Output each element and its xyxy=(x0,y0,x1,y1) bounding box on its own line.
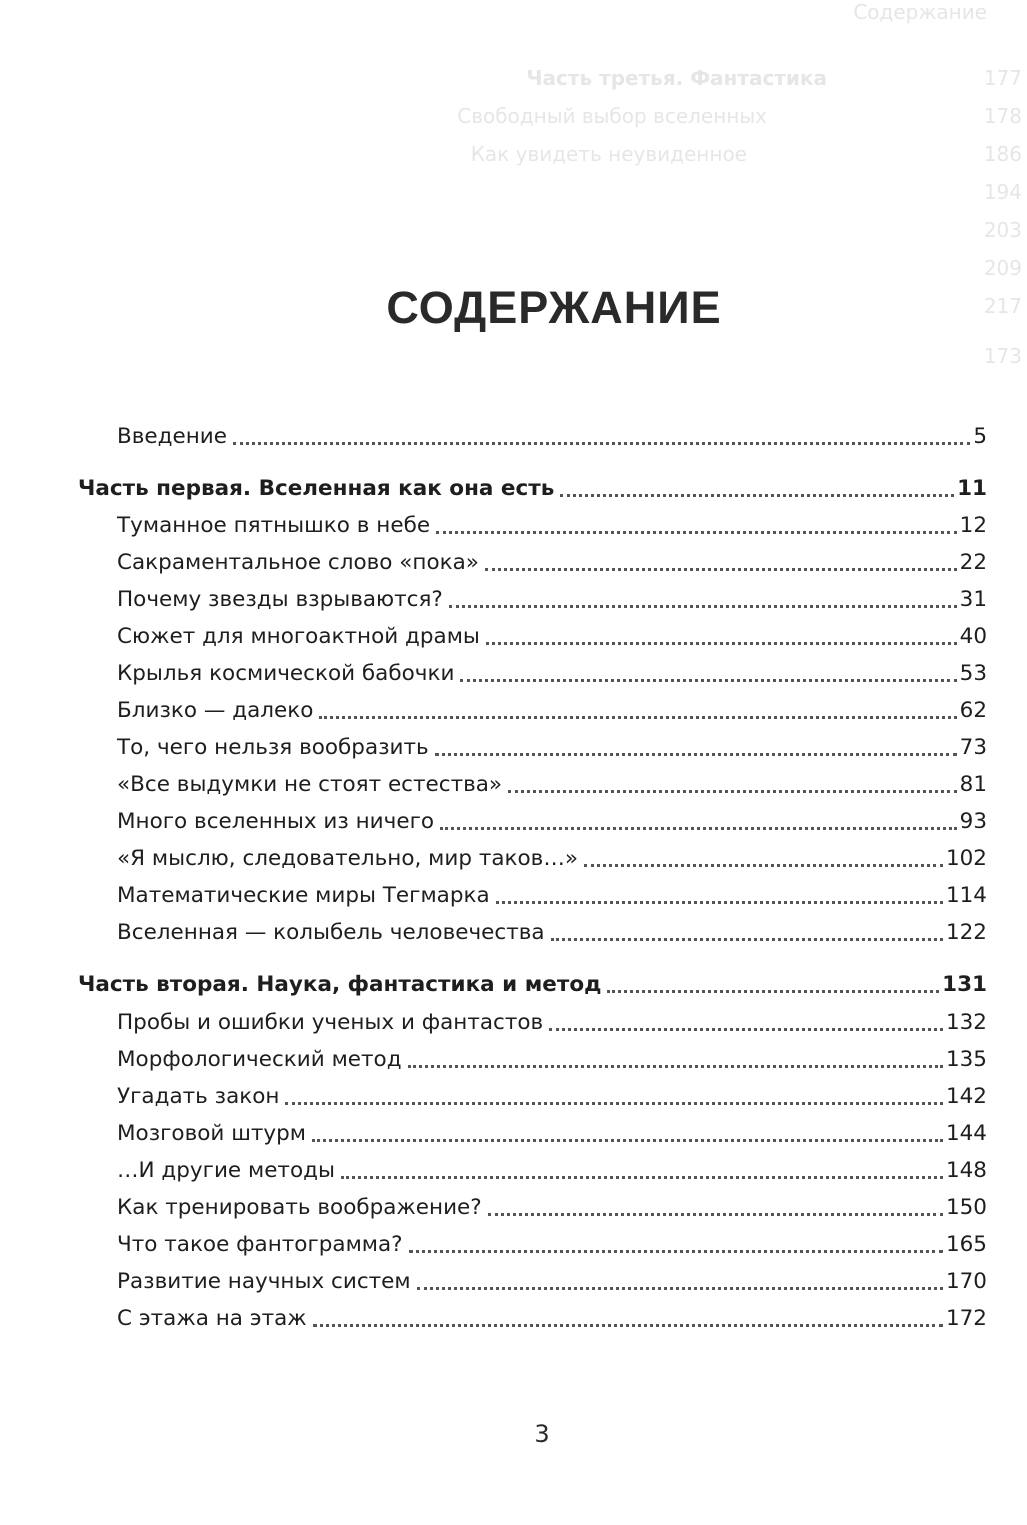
toc-entry[interactable] xyxy=(117,546,987,580)
toc-entry-title: Сюжет для многоактной драмы xyxy=(117,624,480,649)
toc-entry-page: 93 xyxy=(959,809,987,834)
dot-leader xyxy=(551,938,943,941)
toc-entry-page: 165 xyxy=(945,1232,987,1257)
toc-entry-title: Мозговой штурм xyxy=(117,1121,307,1146)
toc-part-page: 131 xyxy=(942,972,987,997)
toc-entry-page: 132 xyxy=(945,1010,987,1035)
toc-entry[interactable] xyxy=(117,620,987,654)
toc-entry-title: Крылья космической бабочки xyxy=(117,661,455,686)
toc-part-heading[interactable] xyxy=(78,472,987,506)
toc-entry[interactable] xyxy=(117,1265,987,1299)
bleed-through-number: 178 xyxy=(983,104,1022,128)
dot-leader xyxy=(584,864,943,867)
toc-entry-page: 142 xyxy=(945,1084,987,1109)
toc-entry-title: Как тренировать воображение? xyxy=(117,1195,482,1220)
toc-entry-page: 148 xyxy=(945,1158,987,1183)
dot-leader xyxy=(233,442,970,445)
toc-entry-title: «Все выдумки не стоят естества» xyxy=(117,772,503,797)
dot-leader xyxy=(485,568,957,571)
toc-entry-introduction[interactable] xyxy=(117,420,987,454)
toc-entry-page: 102 xyxy=(945,846,987,871)
toc-entry[interactable] xyxy=(117,842,987,876)
toc-entry-page: 73 xyxy=(959,735,987,760)
toc-entry-title: Введение xyxy=(117,424,227,449)
dot-leader xyxy=(436,531,957,534)
toc-part-title: Часть вторая. Наука, фантастика и метод xyxy=(78,972,602,997)
toc-entry-page: 172 xyxy=(945,1306,987,1331)
toc-entry-title: Вселенная — колыбель человечества xyxy=(117,920,545,945)
toc-entry-page: 40 xyxy=(959,624,987,649)
toc-entry-page: 144 xyxy=(945,1121,987,1146)
toc-entry[interactable] xyxy=(117,879,987,913)
toc-entry[interactable] xyxy=(117,1006,987,1040)
dot-leader xyxy=(607,990,939,993)
toc-entry-page: 12 xyxy=(959,513,987,538)
dot-leader xyxy=(449,605,957,608)
toc-entry[interactable] xyxy=(117,805,987,839)
toc-entry-title: Морфологический метод xyxy=(117,1047,402,1072)
toc-entry-page: 22 xyxy=(959,550,987,575)
dot-leader xyxy=(560,494,954,497)
bleed-through-header: Содержание xyxy=(853,0,987,24)
dot-leader xyxy=(285,1102,943,1105)
toc-entry[interactable] xyxy=(117,1080,987,1114)
toc-part-heading[interactable] xyxy=(78,968,987,1002)
toc-entry-title: То, чего нельзя вообразить xyxy=(117,735,429,760)
dot-leader xyxy=(488,1213,943,1216)
toc-entry-title: …И другие методы xyxy=(117,1158,335,1183)
toc-entry-title: Пробы и ошибки ученых и фантастов xyxy=(117,1010,544,1035)
toc-entry-page: 135 xyxy=(945,1047,987,1072)
toc-entry-title: Развитие научных систем xyxy=(117,1269,411,1294)
toc-entry-title: Что такое фантограмма? xyxy=(117,1232,403,1257)
dot-leader xyxy=(313,1324,943,1327)
dot-leader xyxy=(440,827,957,830)
toc-entry-title: Угадать закон xyxy=(117,1084,280,1109)
dot-leader xyxy=(435,753,957,756)
toc-part-page: 11 xyxy=(957,476,987,501)
toc-entry-page: 170 xyxy=(945,1269,987,1294)
dot-leader xyxy=(549,1028,943,1031)
toc-entry-page: 62 xyxy=(959,698,987,723)
bleed-through-line: Свободный выбор вселенных xyxy=(457,104,767,128)
dot-leader xyxy=(486,642,957,645)
toc-entry[interactable] xyxy=(117,509,987,543)
toc-entry[interactable] xyxy=(117,1228,987,1262)
bleed-through-number: 173 xyxy=(983,344,1022,368)
toc-entry[interactable] xyxy=(117,657,987,691)
toc-entry-page: 81 xyxy=(959,772,987,797)
toc-entry-title: Много вселенных из ничего xyxy=(117,809,435,834)
toc-entry[interactable] xyxy=(117,1043,987,1077)
dot-leader xyxy=(319,716,956,719)
dot-leader xyxy=(508,790,957,793)
bleed-through-line: Как увидеть неувиденное xyxy=(470,142,747,166)
toc-entry[interactable] xyxy=(117,694,987,728)
dot-leader xyxy=(460,679,956,682)
toc-entry-title: Туманное пятнышко в небе xyxy=(117,513,431,538)
toc-entry[interactable] xyxy=(117,583,987,617)
toc-entry-title: С этажа на этаж xyxy=(117,1306,307,1331)
toc-entry-title: Сакраментальное слово «пока» xyxy=(117,550,479,575)
toc-entry[interactable] xyxy=(117,731,987,765)
toc-entry[interactable] xyxy=(117,916,987,950)
toc-entry-page: 122 xyxy=(945,920,987,945)
page-number: 3 xyxy=(534,1420,550,1448)
page-title: СОДЕРЖАНИЕ xyxy=(386,282,722,333)
toc-entry-title: Математические миры Тегмарка xyxy=(117,883,490,908)
dot-leader xyxy=(496,901,943,904)
toc-entry[interactable] xyxy=(117,1154,987,1188)
bleed-through-number: 186 xyxy=(983,142,1022,166)
dot-leader xyxy=(409,1250,943,1253)
toc-entry-page: 53 xyxy=(959,661,987,686)
dot-leader xyxy=(408,1065,943,1068)
toc-entry[interactable] xyxy=(117,1191,987,1225)
toc-entry[interactable] xyxy=(117,1302,987,1336)
toc-entry-page: 150 xyxy=(945,1195,987,1220)
toc-entry-title: Близко — далеко xyxy=(117,698,314,723)
bleed-through-number: 194 xyxy=(983,180,1022,204)
toc-entry-page: 5 xyxy=(973,424,987,449)
toc-entry-page: 114 xyxy=(945,883,987,908)
dot-leader xyxy=(312,1139,943,1142)
dot-leader xyxy=(417,1287,943,1290)
toc-entry-title: Почему звезды взрываются? xyxy=(117,587,443,612)
bleed-through-number: 177 xyxy=(983,66,1022,90)
toc-entry-title: «Я мыслю, следовательно, мир таков…» xyxy=(117,846,578,871)
toc-part-title: Часть первая. Вселенная как она есть xyxy=(78,476,555,501)
bleed-through-number: 217 xyxy=(983,294,1022,318)
bleed-through-number: 203 xyxy=(983,218,1022,242)
dot-leader xyxy=(341,1176,943,1179)
bleed-through-line: Часть третья. Фантастика xyxy=(526,66,827,90)
toc-entry[interactable] xyxy=(117,1117,987,1151)
toc-entry[interactable] xyxy=(117,768,987,802)
bleed-through-number: 209 xyxy=(983,256,1022,280)
toc-entry-page: 31 xyxy=(959,587,987,612)
